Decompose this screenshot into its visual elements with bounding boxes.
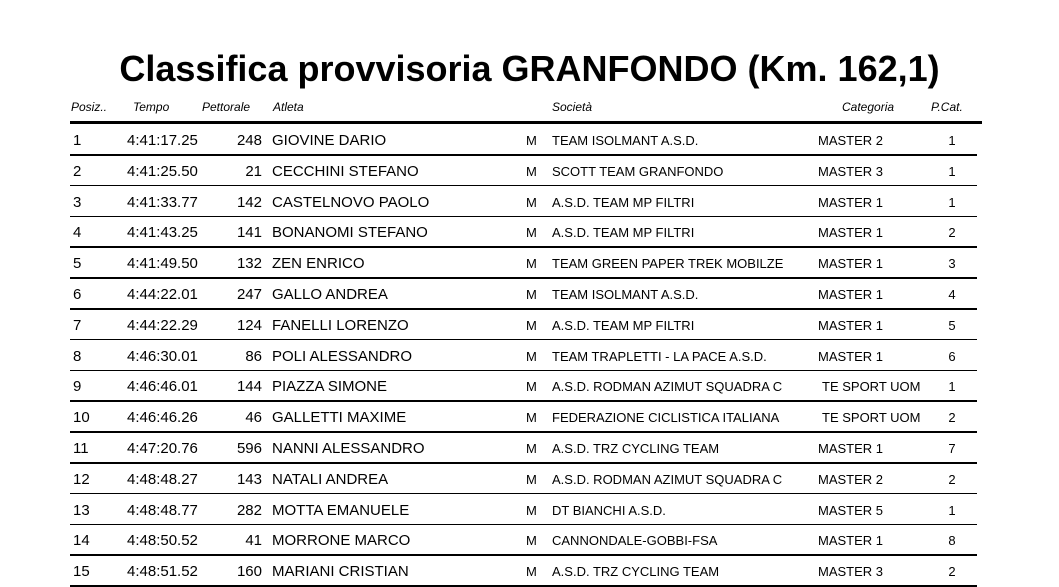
cell-athlete: MARIANI CRISTIAN [272, 563, 409, 581]
cell-bib: 282 [236, 501, 262, 519]
cell-time: 4:41:33.77 [127, 193, 198, 211]
header-club: Società [552, 100, 593, 114]
cell-sex: M [526, 502, 537, 518]
cell-time: 4:48:51.52 [127, 563, 198, 581]
cell-club: TEAM GREEN PAPER TREK MOBILZE [552, 256, 784, 272]
header-time: Tempo [133, 100, 170, 114]
cell-time: 4:44:22.29 [127, 316, 198, 334]
cell-bib: 160 [236, 563, 262, 581]
header-athlete: Atleta [273, 100, 304, 114]
cell-sex: M [526, 533, 537, 549]
cell-category: MASTER 1 [818, 317, 884, 333]
cell-athlete: PIAZZA SIMONE [272, 378, 388, 396]
cell-category-position: 2 [948, 225, 956, 241]
cell-bib: 247 [236, 285, 262, 303]
cell-club: TEAM ISOLMANT A.S.D. [552, 133, 699, 148]
cell-sex: M [526, 133, 537, 148]
table-row [0, 310, 1059, 341]
cell-category: MASTER 2 [818, 133, 884, 148]
cell-athlete: NATALI ANDREA [272, 470, 389, 488]
cell-category-position: 5 [948, 317, 956, 333]
cell-club: TEAM TRAPLETTI - LA PACE A.S.D. [552, 348, 767, 364]
cell-club: A.S.D. TEAM MP FILTRI [552, 317, 695, 333]
cell-position: 15 [73, 563, 90, 581]
cell-position: 6 [73, 285, 82, 303]
cell-bib: 141 [236, 224, 262, 242]
table-row [0, 433, 1059, 464]
header-category-position: P.Cat. [931, 100, 963, 114]
cell-club: FEDERAZIONE CICLISTICA ITALIANA [552, 410, 780, 426]
cell-athlete: FANELLI LORENZO [272, 316, 409, 334]
cell-bib: 596 [236, 439, 262, 457]
cell-club: DT BIANCHI A.S.D. [552, 502, 666, 518]
cell-time: 4:44:22.01 [127, 285, 198, 303]
cell-athlete: MOTTA EMANUELE [272, 501, 410, 519]
cell-category-position: 1 [948, 163, 956, 179]
cell-time: 4:41:17.25 [127, 132, 198, 149]
cell-club: SCOTT TEAM GRANFONDO [552, 163, 724, 179]
cell-time: 4:46:46.26 [127, 409, 198, 427]
cell-bib: 248 [236, 132, 262, 149]
cell-sex: M [526, 471, 537, 487]
cell-bib: 144 [236, 378, 262, 396]
cell-category: MASTER 1 [818, 348, 884, 364]
cell-category-position: 1 [948, 133, 956, 148]
cell-position: 9 [73, 378, 82, 396]
cell-position: 8 [73, 347, 82, 365]
cell-position: 2 [73, 162, 82, 180]
cell-athlete: GALLO ANDREA [272, 285, 388, 303]
cell-category: MASTER 1 [818, 225, 884, 241]
cell-category-position: 1 [948, 194, 956, 210]
cell-athlete: NANNI ALESSANDRO [272, 439, 425, 457]
cell-sex: M [526, 286, 537, 302]
cell-time: 4:41:25.50 [127, 162, 198, 180]
table-row [0, 248, 1059, 279]
table-header [0, 99, 1059, 117]
cell-athlete: GALLETTI MAXIME [272, 409, 407, 427]
table-row [0, 495, 1059, 526]
cell-category-position: 7 [948, 440, 956, 456]
cell-category: MASTER 1 [818, 194, 884, 210]
cell-sex: M [526, 317, 537, 333]
cell-athlete: CECCHINI STEFANO [272, 162, 419, 180]
cell-category: MASTER 2 [818, 471, 884, 487]
cell-position: 3 [73, 193, 82, 211]
cell-bib: 132 [236, 255, 262, 273]
cell-time: 4:46:30.01 [127, 347, 198, 365]
table-row [0, 525, 1059, 556]
cell-category: MASTER 3 [818, 163, 884, 179]
table-row [0, 341, 1059, 372]
cell-category-position: 1 [948, 502, 956, 518]
table-row [0, 217, 1059, 248]
cell-category-position: 4 [948, 286, 956, 302]
cell-category: MASTER 5 [818, 502, 884, 518]
table-row [0, 187, 1059, 218]
cell-club: A.S.D. RODMAN AZIMUT SQUADRA C [552, 471, 783, 487]
cell-category: MASTER 1 [818, 533, 884, 549]
cell-club: A.S.D. TRZ CYCLING TEAM [552, 440, 720, 456]
cell-time: 4:47:20.76 [127, 439, 198, 457]
cell-athlete: BONANOMI STEFANO [272, 224, 428, 242]
page-title: Classifica provvisoria GRANFONDO (Km. 162,1) [119, 48, 940, 89]
cell-category: TE SPORT UOM [822, 379, 921, 395]
cell-sex: M [526, 379, 537, 395]
cell-position: 12 [73, 470, 90, 488]
cell-category: MASTER 3 [818, 564, 884, 580]
cell-athlete: POLI ALESSANDRO [272, 347, 413, 365]
cell-sex: M [526, 256, 537, 272]
cell-time: 4:41:43.25 [127, 224, 198, 242]
table-row [0, 156, 1059, 187]
header-bib: Pettorale [202, 100, 251, 114]
cell-club: A.S.D. TEAM MP FILTRI [552, 194, 695, 210]
cell-bib: 143 [236, 470, 262, 488]
cell-position: 14 [73, 532, 90, 550]
cell-sex: M [526, 410, 537, 426]
cell-club: CANNONDALE-GOBBI-FSA [552, 533, 718, 549]
header-position: Posiz.. [71, 100, 108, 114]
cell-position: 5 [73, 255, 82, 273]
cell-category-position: 2 [948, 410, 956, 426]
cell-club: TEAM ISOLMANT A.S.D. [552, 286, 699, 302]
cell-category-position: 2 [948, 564, 956, 580]
cell-time: 4:46:46.01 [127, 378, 198, 396]
results-table [0, 125, 1059, 587]
cell-category: MASTER 1 [818, 256, 884, 272]
table-row [0, 402, 1059, 433]
cell-category-position: 2 [948, 471, 956, 487]
cell-athlete: MORRONE MARCO [272, 532, 411, 550]
header-divider [70, 121, 982, 124]
cell-club: A.S.D. TRZ CYCLING TEAM [552, 564, 720, 580]
cell-position: 10 [73, 409, 90, 427]
cell-athlete: ZEN ENRICO [272, 255, 365, 273]
table-row [0, 464, 1059, 495]
cell-sex: M [526, 225, 537, 241]
cell-time: 4:41:49.50 [127, 255, 198, 273]
table-row [0, 279, 1059, 310]
cell-position: 13 [73, 501, 90, 519]
cell-category: TE SPORT UOM [822, 410, 921, 426]
cell-category: MASTER 1 [818, 286, 884, 302]
cell-sex: M [526, 194, 537, 210]
cell-bib: 142 [236, 193, 262, 211]
cell-category: MASTER 1 [818, 440, 884, 456]
cell-time: 4:48:48.27 [127, 470, 198, 488]
cell-bib: 46 [245, 409, 262, 427]
cell-category-position: 6 [948, 348, 956, 364]
cell-category-position: 1 [948, 379, 956, 395]
cell-bib: 21 [245, 162, 262, 180]
cell-category-position: 3 [948, 256, 956, 272]
cell-bib: 41 [245, 532, 262, 550]
cell-athlete: CASTELNOVO PAOLO [272, 193, 430, 211]
header-category: Categoria [842, 100, 895, 114]
cell-time: 4:48:48.77 [127, 501, 198, 519]
cell-sex: M [526, 163, 537, 179]
table-row [0, 125, 1059, 156]
cell-sex: M [526, 348, 537, 364]
cell-club: A.S.D. RODMAN AZIMUT SQUADRA C [552, 379, 783, 395]
table-row [0, 371, 1059, 402]
cell-club: A.S.D. TEAM MP FILTRI [552, 225, 695, 241]
cell-category-position: 8 [948, 533, 956, 549]
cell-bib: 86 [245, 347, 262, 365]
cell-position: 4 [73, 224, 82, 242]
cell-sex: M [526, 440, 537, 456]
cell-time: 4:48:50.52 [127, 532, 198, 550]
cell-athlete: GIOVINE DARIO [272, 132, 387, 149]
cell-position: 7 [73, 316, 82, 334]
cell-position: 1 [73, 132, 82, 149]
table-row [0, 556, 1059, 587]
cell-sex: M [526, 564, 537, 580]
cell-bib: 124 [236, 316, 262, 334]
cell-position: 11 [73, 439, 89, 457]
